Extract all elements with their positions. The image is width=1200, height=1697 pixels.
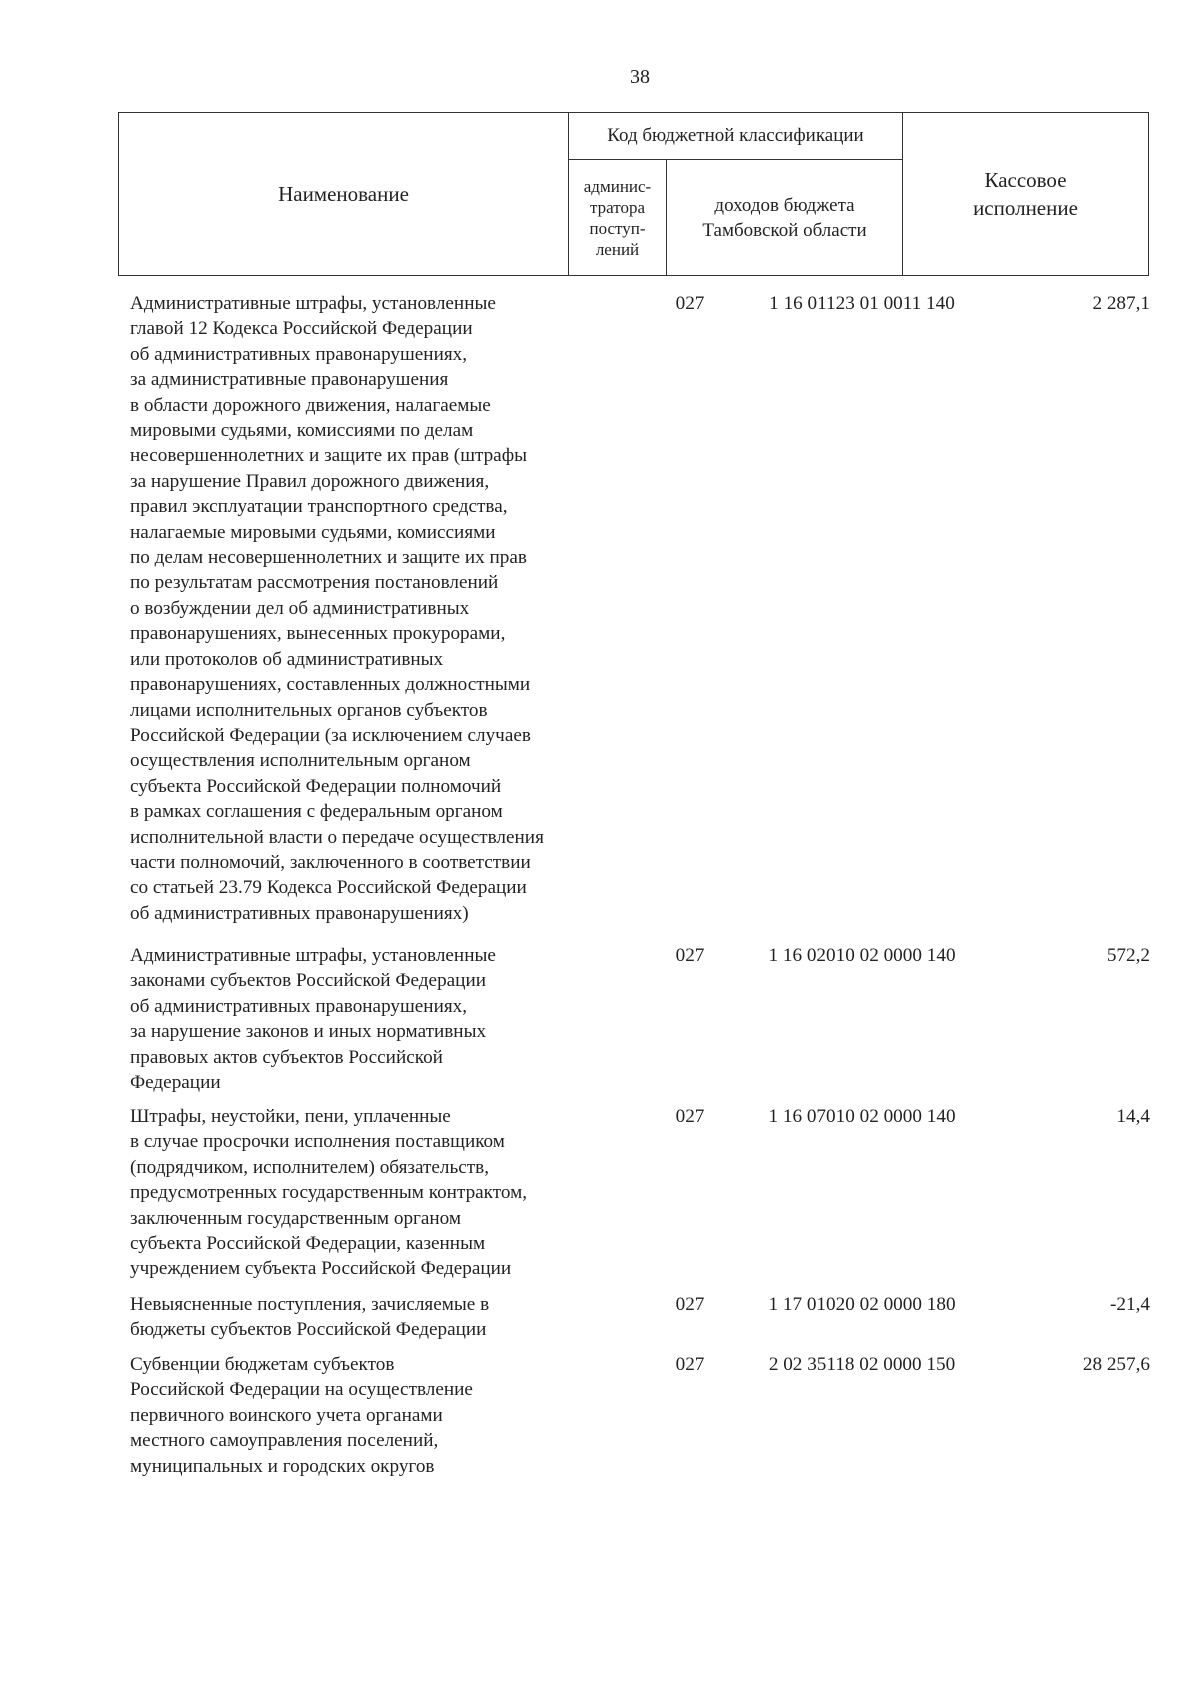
row-amount: -21,4 [1110,1294,1150,1315]
row-income-code: 1 16 02010 02 0000 140 [768,945,956,966]
row-name: Штрафы, неустойки, пени, уплаченные в случае просрочки исполнения поставщиком (подрядчиком, исполнителем) обязательств, предусмотренных государственным контрактом, заключенным государственным органом субъекта Российской Федерации, казенным учреждением субъекта Российской Федерации [130,1106,528,1280]
row-admin-code: 027 [675,1354,705,1375]
row-name: Административные штрафы, установленные законами субъектов Российской Федерации об административных правонарушениях, за нарушение законов и иных нормативных правовых актов субъектов Российской Федерации [130,945,496,1094]
row-income-code: 1 16 01123 01 0011 140 [769,293,955,314]
row-amount: 2 287,1 [1092,293,1150,314]
header-income: доходов бюджета Тамбовской области [667,160,903,276]
row-amount: 572,2 [1106,945,1150,966]
row-income-code: 2 02 35118 02 0000 150 [768,1354,956,1375]
table-header [118,112,1149,276]
row-amount: 14,4 [1116,1106,1150,1127]
row-name: Административные штрафы, установленные главой 12 Кодекса Российской Федерации об административных правонарушениях, за административные правонарушения в области дорожного движения, налагаемые мировыми судьями, комиссиями по делам несовершеннолетних и защите их прав (штрафы за нарушение Правил дорожного движения, правил эксплуатации транспортного средства, налагаемые мировыми судьями, комиссиями по делам несовершеннолетних и защите их прав по результатам рассмотрения постановлений о возбуждении дел об административных правонарушениях, вынесенных прокурорами, или протоколов об административных правонарушениях, составленных должностными лицами исполнительных органов субъектов Российской Федерации (за исключением случаев осуществления исполнительным органом субъекта Российской Федерации полномочий в рамках соглашения с федеральным органом исполнительной власти о передаче осуществления части полномочий, заключенного в соответствии со статьей 23.79 Кодекса Российской Федерации об административных правонарушениях) [130,293,544,924]
row-admin-code: 027 [675,1106,705,1127]
row-admin-code: 027 [675,945,705,966]
header-cash-execution: Кассовое исполнение [903,113,1149,276]
header-admin: админис- тратора поступ- лений [569,160,667,276]
header-name: Наименование [119,113,569,276]
page-number: 38 [630,66,650,88]
row-income-code: 1 16 07010 02 0000 140 [768,1106,956,1127]
row-admin-code: 027 [675,1294,705,1315]
row-income-code: 1 17 01020 02 0000 180 [768,1294,956,1315]
row-admin-code: 027 [675,293,705,314]
row-amount: 28 257,6 [1082,1354,1150,1375]
header-code-group: Код бюджетной классификации [569,113,903,160]
row-name: Субвенции бюджетам субъектов Российской Федерации на осуществление первичного воинского учета органами местного самоуправления поселений, муниципальных и городских округов [130,1354,473,1477]
row-name: Невыясненные поступления, зачисляемые в бюджеты субъектов Российской Федерации [130,1294,490,1341]
